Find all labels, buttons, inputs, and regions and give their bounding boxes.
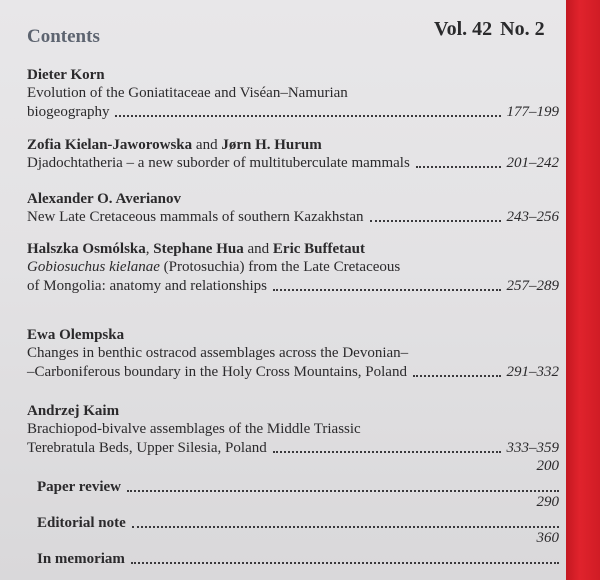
entry-title: biogeography bbox=[27, 104, 110, 120]
section-label: Editorial note bbox=[37, 515, 126, 531]
entry-authors: Andrzej Kaim bbox=[27, 403, 120, 419]
author-name: Jørn H. Hurum bbox=[221, 137, 322, 153]
entry-pages: 291–332 bbox=[506, 364, 559, 380]
toc-entry bbox=[27, 190, 559, 227]
issue-label: No. 2 bbox=[500, 18, 545, 40]
taxon-name: Gobiosuchus kielanae bbox=[27, 259, 160, 275]
dot-leader bbox=[132, 525, 559, 528]
entry-title-last-line bbox=[27, 154, 559, 173]
entry-title-last-line bbox=[27, 363, 559, 382]
entry-pages: 333–359 bbox=[506, 440, 559, 456]
toc-entry bbox=[27, 402, 559, 458]
entry-title: Changes in benthic ostracod assemblages across the Devonian– bbox=[27, 345, 409, 361]
author-name: Zofia Kielan-Jaworowska bbox=[27, 137, 193, 153]
volume-number bbox=[434, 18, 545, 41]
entry-authors: Dieter Korn bbox=[27, 67, 105, 83]
volume-label: Vol. 42 bbox=[434, 18, 493, 40]
section-row bbox=[37, 550, 559, 569]
entry-title: Brachiopod-bivalve assemblages of the Middle Triassic bbox=[27, 421, 361, 437]
dot-leader bbox=[127, 489, 559, 492]
section-pages: 200 bbox=[536, 458, 559, 474]
entry-authors bbox=[27, 136, 559, 154]
author-name: Stephane Hua bbox=[153, 241, 244, 257]
entry-title-last-line bbox=[27, 208, 559, 227]
entry-title bbox=[27, 258, 559, 277]
entry-title-last-line bbox=[27, 103, 559, 122]
author-connector: and bbox=[192, 137, 222, 153]
entry-pages: 201–242 bbox=[506, 155, 559, 171]
section-pages: 290 bbox=[536, 494, 559, 510]
toc-section bbox=[37, 458, 559, 498]
dot-leader bbox=[416, 165, 501, 168]
entry-title: New Late Cretaceous mammals of southern Kazakhstan bbox=[27, 209, 364, 225]
dot-leader bbox=[115, 114, 500, 117]
entry-title: of Mongolia: anatomy and relationships bbox=[27, 278, 267, 294]
entry-title: Djadochtatheria – a new suborder of multituberculate mammals bbox=[27, 155, 410, 171]
dot-leader bbox=[273, 450, 501, 453]
dot-leader bbox=[131, 561, 559, 564]
dot-leader bbox=[370, 219, 501, 222]
entry-pages: 177–199 bbox=[506, 104, 559, 120]
entry-title: Terebratula Beds, Upper Silesia, Poland bbox=[27, 440, 267, 456]
entry-title-last-line bbox=[27, 439, 559, 458]
dot-leader bbox=[273, 288, 501, 291]
author-name: Eric Buffetaut bbox=[272, 241, 365, 257]
entry-authors bbox=[27, 240, 559, 258]
section-label: Paper review bbox=[37, 479, 122, 495]
entry-pages: 243–256 bbox=[506, 209, 559, 225]
toc-entry bbox=[27, 326, 559, 382]
entry-pages: 257–289 bbox=[506, 278, 559, 294]
entry-authors: Alexander O. Averianov bbox=[27, 191, 182, 207]
toc-section bbox=[37, 494, 559, 534]
author-connector: and bbox=[243, 241, 273, 257]
dot-leader bbox=[413, 374, 501, 377]
toc-section bbox=[37, 530, 559, 570]
section-label: In memoriam bbox=[37, 551, 125, 567]
entry-title: –Carboniferous boundary in the Holy Cross Mountains, Poland bbox=[27, 364, 407, 380]
toc-entry bbox=[27, 136, 559, 173]
contents-heading: Contents bbox=[27, 26, 100, 47]
toc-entry bbox=[27, 66, 559, 122]
red-cover-edge bbox=[566, 0, 600, 580]
section-pages: 360 bbox=[536, 530, 559, 546]
entry-title-last-line bbox=[27, 277, 559, 296]
title-text: (Protosuchia) from the Late Cretaceous bbox=[159, 259, 401, 275]
author-connector: , bbox=[145, 241, 154, 257]
entry-title: Evolution of the Goniatitaceae and Viséan–Namurian bbox=[27, 85, 348, 101]
entry-authors: Ewa Olempska bbox=[27, 327, 125, 343]
toc-entry bbox=[27, 240, 559, 296]
author-name: Halszka Osmólska bbox=[27, 241, 146, 257]
